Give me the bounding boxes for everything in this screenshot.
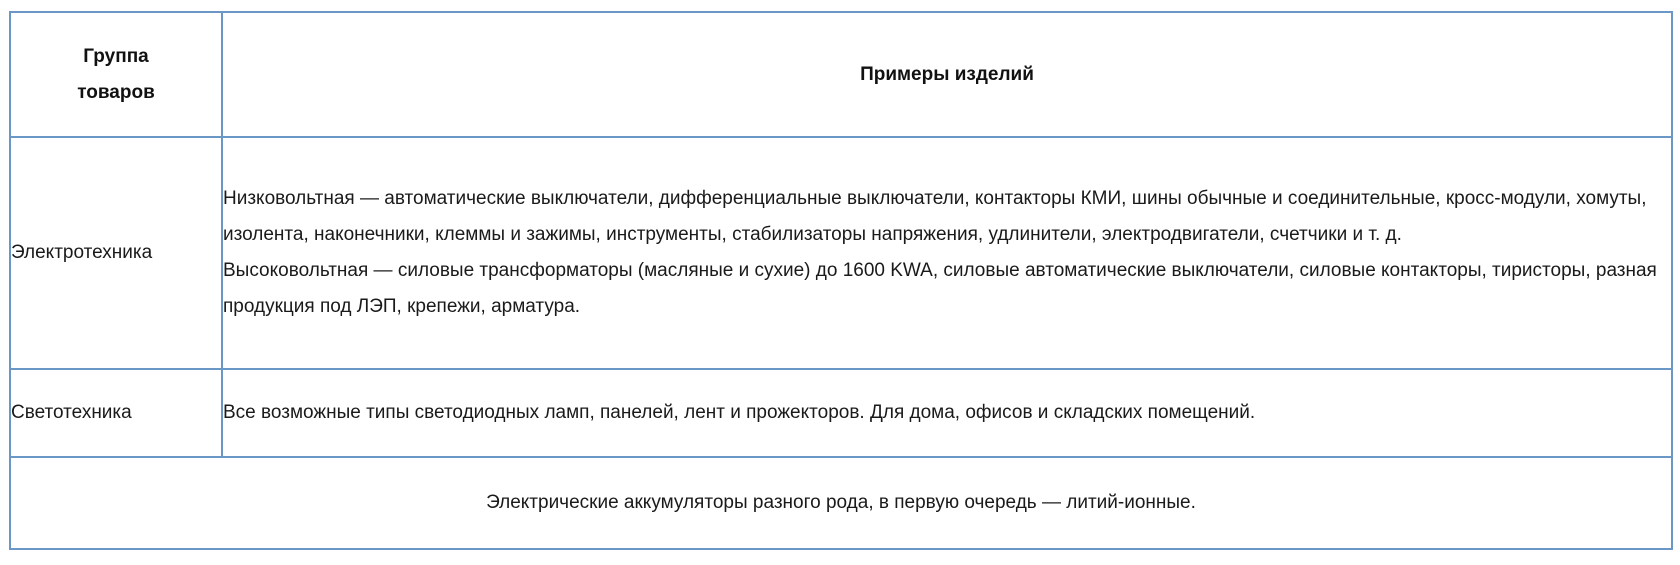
group-column-header [10, 12, 222, 137]
batteries-cell: Электрические аккумуляторы разного рода, в первую очередь — литий-ионные. [10, 457, 1672, 549]
clipped-text-line [200, 0, 1100, 4]
table-row [10, 137, 1672, 369]
examples-column-header: Примеры изделий [222, 12, 1672, 137]
group-cell-electro: Электротехника [10, 137, 222, 369]
group-cell-lighting: Светотехника [10, 369, 222, 457]
table-row [10, 369, 1672, 457]
table-row [10, 457, 1672, 549]
examples-cell-lighting: Все возможные типы светодиодных ламп, панелей, лент и прожекторов. Для дома, офисов и складских помещений. [222, 369, 1672, 457]
high-voltage-paragraph: Высоковольтная — силовые трансформаторы (масляные и сухие) до 1600 KWA, силовые автоматические выключатели, силовые контакторы, тиристоры, разная продукция под ЛЭП, крепежи, арматура. [223, 260, 1657, 317]
group-header-line2: товаров [77, 81, 155, 103]
product-groups-table [9, 11, 1673, 550]
low-voltage-paragraph: Низковольтная — автоматические выключатели, дифференциальные выключатели, контакторы КМИ, шины обычные и соединительные, кросс-модули, хомуты, изолента, наконечники, клеммы и зажимы, инструменты, стабилизаторы напряжения, удлинители, электродвигатели, счетчики и т. д. [223, 188, 1647, 245]
table-header-row [10, 12, 1672, 137]
group-header-line1: Группа [83, 45, 149, 67]
examples-cell-electro [222, 137, 1672, 369]
